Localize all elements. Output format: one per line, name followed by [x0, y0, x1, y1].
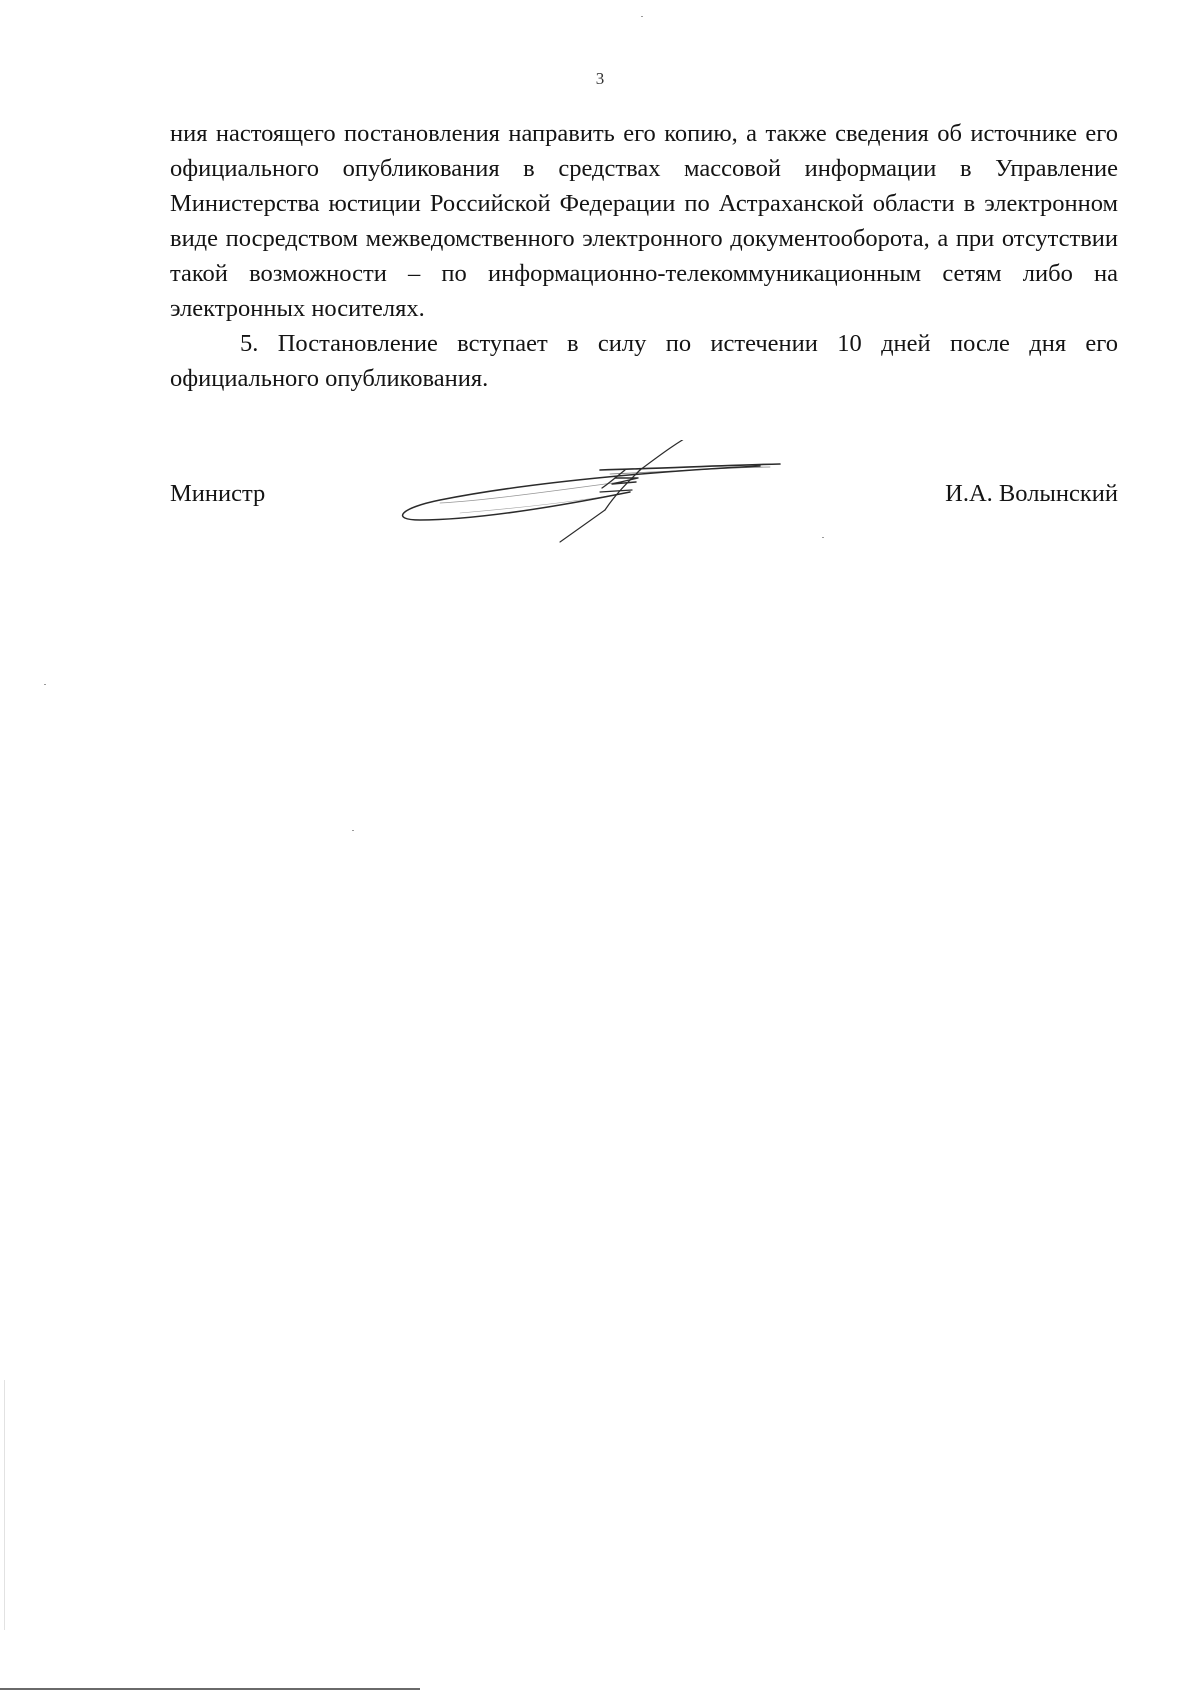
signer-title: Министр — [170, 480, 266, 507]
handwritten-signature — [400, 440, 860, 560]
paragraph-continuation: ния настоящего постановления направить его копию, а также сведения об источнике его официального опубликования в средствах массовой информации в Управление Министерства юстиции Российской Федерации по Астраханской области в электронном виде посредством межведомственного электронного документооборота, а при отсутствии такой возможности – по информационно-телекоммуникационным сетям либо на электронных носителях. — [170, 120, 1118, 322]
document-body — [170, 116, 1118, 396]
scan-speck — [641, 16, 643, 17]
scan-speck — [822, 537, 824, 538]
signer-name: И.А. Волынский — [945, 480, 1118, 507]
paragraph-item-5: 5. Постановление вступает в силу по истечении 10 дней после дня его официального опубликования. — [170, 330, 1118, 392]
scan-speck — [352, 830, 354, 831]
page-number: 3 — [595, 69, 605, 88]
scan-edge-bottom — [0, 1688, 420, 1690]
scan-speck — [44, 684, 46, 685]
scan-edge — [4, 1380, 5, 1630]
